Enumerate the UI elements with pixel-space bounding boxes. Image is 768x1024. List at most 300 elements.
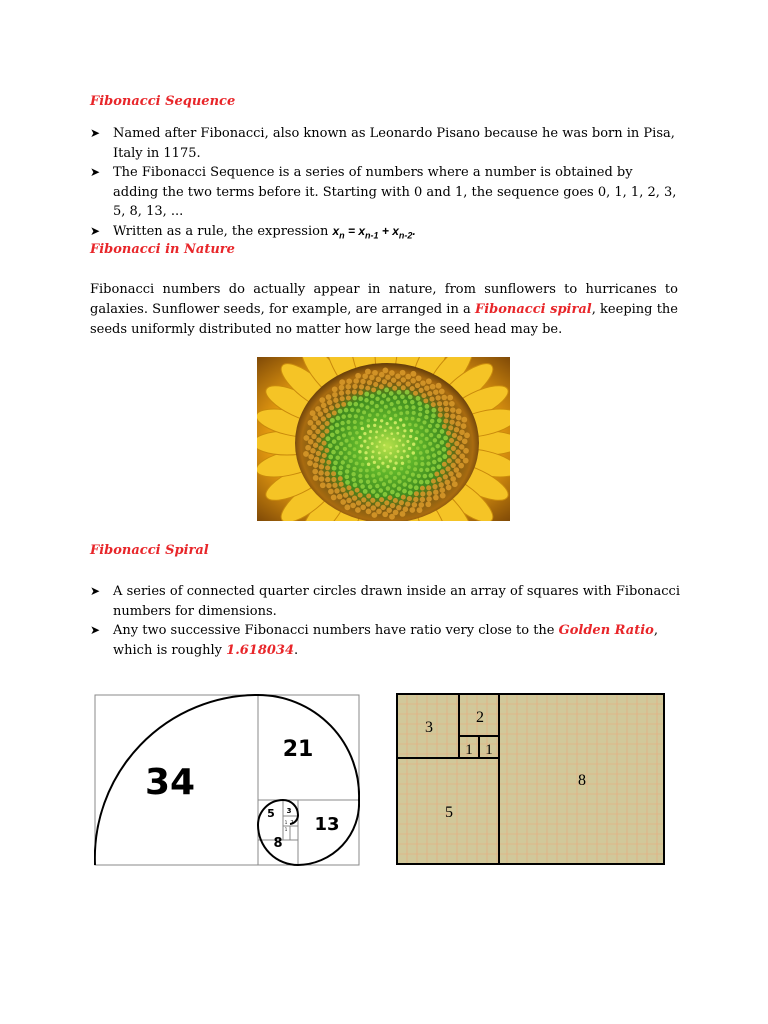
sunflower-seed [368,413,372,417]
sunflower-seed [433,495,439,501]
sunflower-seed [355,441,359,445]
sunflower-seed [344,408,349,413]
sunflower-seed [384,500,389,505]
sunflower-seed [443,418,448,423]
sunflower-seed [328,443,333,448]
sunflower-seed [401,377,406,382]
sunflower-seed [308,420,314,426]
sunflower-seed [372,512,378,518]
sunflower-seed [358,450,361,453]
grid-label-2: 2 [476,709,484,726]
sunflower-seed [371,387,376,392]
sunflower-seed [382,379,387,384]
sunflower-seed [352,495,357,500]
sunflower-seed [399,500,404,505]
sunflower-seed [345,439,349,443]
sunflower-seed [431,447,435,451]
sunflower-seed [437,457,442,462]
sunflower-seed [324,429,329,434]
sunflower-seed [425,480,430,485]
sunflower-seed [410,429,413,432]
sunflower-seed [390,503,395,508]
sunflower-seed [451,463,456,468]
sunflower-seed [383,449,386,452]
sunflower-seed [346,384,351,389]
sunflower-seed [360,416,364,420]
sunflower-seed [409,507,415,513]
sunflower-seed [442,424,447,429]
sunflower-seed [351,437,355,441]
sunflower-seed [427,391,432,396]
sunflower-seed [405,374,411,380]
sunflower-seed [339,390,344,395]
sunflower-seed [416,375,422,381]
sunflower-seed [396,426,399,429]
sunflower-seed [425,450,429,454]
sunflower-seed [340,499,346,505]
sunflower-seed [405,411,409,415]
sunflower-seed [408,484,413,489]
sunflower-seed [383,444,385,446]
sunflower-seed [433,438,437,442]
sunflower-seed [366,501,371,506]
sunflower-seed [332,386,338,392]
sunflower-seed [356,500,361,505]
sunflower-seed [393,438,396,441]
sunflower-seed [414,485,419,490]
sunflower-seed [435,424,440,429]
sunflower-seed [440,469,445,474]
sunflower-seed [447,458,452,463]
sunflower-seed [394,455,397,458]
sunflower-seed [411,473,415,477]
sunflower-seed [352,477,357,482]
spiral-label-13: 13 [314,814,340,835]
spiral-label-1a: 1 [284,820,288,825]
sunflower-seed [400,395,405,400]
sunflower-seed [360,421,364,425]
sunflower-seed [398,406,402,410]
sunflower-seed [342,433,346,437]
sunflower-seed [354,402,359,407]
sunflower-seed [355,507,361,513]
sunflower-seed [373,418,376,421]
sunflower-seed [314,456,319,461]
sunflower-seed [407,478,411,482]
golden-ratio-highlight: Golden Ratio [558,623,654,638]
bullet-item: ➤ A series of connected quarter circles drawn inside an array of squares with Fibonacci numbers for dimensions. [90,584,680,619]
sunflower-seed [344,475,349,480]
sunflower-seed [385,475,389,479]
sunflower-seed [355,461,359,465]
sunflower-seed [381,505,386,510]
sunflower-seed [379,425,382,428]
sunflower-seed [349,459,353,463]
sunflower-seed [405,390,410,395]
sunflower-seed [313,462,319,468]
sunflower-seed [454,441,459,446]
sunflower-seed [455,421,461,427]
sunflower-seed [432,453,436,457]
sunflower-seed [373,424,376,427]
sunflower-seed [402,424,405,427]
sunflower-seed [394,461,397,464]
sunflower-seed [381,434,384,437]
sunflower-seed [431,402,436,407]
sunflower-seed [413,391,418,396]
sunflower-seed [448,471,453,476]
sunflower-seed [353,454,357,458]
sunflower-seed [400,511,406,517]
sunflower-seed [413,479,417,483]
sunflower-seed [403,482,407,486]
sunflower-seed [337,494,343,500]
sunflower-seed [312,469,318,475]
sunflower-seed [402,444,405,447]
sunflower-seed [307,460,313,466]
sunflower-seed [389,460,392,463]
sunflower-seed [311,434,316,439]
sunflower-seed [355,488,360,493]
sunflower-seed [351,472,355,476]
sunflower-seed [375,397,379,401]
sunflower-seed [420,433,424,437]
sunflower-seed [319,476,325,482]
sunflower-seed [431,466,436,471]
sunflower-seed [310,410,316,416]
sunflower-seed [415,437,419,441]
sunflower-seed [420,456,424,460]
sunflower-seed [334,488,339,493]
heading-fibonacci-in-nature: Fibonacci in Nature [90,242,235,257]
sunflower-seed [338,476,343,481]
sunflower-seed [420,486,425,491]
sunflower-seed [358,390,363,395]
sunflower-seed [328,455,333,460]
sunflower-seed [414,423,418,427]
sunflower-seed [402,435,405,438]
arrow-bullet-icon: ➤ [90,623,101,637]
sunflower-seed [379,384,384,389]
sunflower-seed [376,509,382,515]
sunflower-seed [371,456,374,459]
sunflower-seed [425,410,430,415]
sunflower-seed [421,393,426,398]
sunflower-seed [366,509,372,515]
sunflower-seed [427,491,432,496]
sunflower-seed [341,402,346,407]
sunflower-seed [332,483,337,488]
sunflower-seed [375,430,378,433]
sunflower-seed [455,449,460,454]
sunflower-seed [462,438,468,444]
heading-fibonacci-spiral: Fibonacci Spiral [90,543,209,558]
sunflower-seed [348,432,352,436]
sunflower-seed [358,436,361,439]
sunflower-seed [414,462,418,466]
sunflower-seed [325,465,330,470]
bullet-item: ➤ Named after Fibonacci, also known as Leonardo Pisano because he was born in Pisa, Italy in 1175. [90,126,675,161]
sunflower-seed [325,436,330,441]
bullet-item: ➤ Any two successive Fibonacci numbers have ratio very close to the Golden Ratio, which is roughly 1.618034. [90,623,658,658]
sunflower-seed [406,455,409,458]
sunflower-seed [318,411,324,417]
sunflower-seed [339,379,345,385]
sunflower-seed [419,440,423,444]
sunflower-seed [414,491,419,496]
sunflower-seed [352,396,357,401]
sunflower-seed [433,389,439,395]
sunflower-seed [308,439,314,445]
sunflower-seed [326,483,332,489]
sunflower-seed [442,462,447,467]
sunflower-seed [373,382,378,387]
sunflower-seed [325,471,330,476]
sunflower-seed [373,479,377,483]
sunflower-seed [455,458,460,463]
sunflower-seed [312,415,318,421]
sunflower-seed [352,467,356,471]
sunflower-seed [393,498,398,503]
sunflower-seed [319,397,325,403]
sunflower-seed [360,484,365,489]
sunflower-seed [327,400,332,405]
sunflower-seed [344,504,350,510]
sunflower-seed [438,413,443,418]
ratio-value: 1.618034 [226,642,294,658]
sunflower-seed [382,482,386,486]
sunflower-seed [440,429,445,434]
sunflower-seed [412,451,415,454]
sunflower-seed [363,440,366,443]
sunflower-seed [393,476,397,480]
sunflower-seed [363,432,366,435]
heading-fibonacci-sequence: Fibonacci Sequence [90,94,236,109]
sunflower-seed [405,405,409,409]
sunflower-seed [400,370,406,376]
sunflower-seed [362,410,366,414]
sunflower-seed [392,407,396,411]
sunflower-seed [383,414,387,418]
sunflower-seed [419,451,423,455]
sunflower-seed [304,435,310,441]
sunflower-seed [396,400,400,404]
sunflower-seed [430,419,434,423]
grid-label-1b: 1 [485,742,493,758]
sunflower-seed [461,417,467,423]
sunflower-seed [397,390,402,395]
sunflower-seed [359,384,364,389]
sunflower-seed [451,454,456,459]
sunflower-seed [379,372,385,378]
sunflower-seed [450,407,456,413]
sunflower-seed [322,441,327,446]
sunflower-seed [330,433,335,438]
sunflower-seed [367,419,371,423]
sunflower-seed [410,378,415,383]
sunflower-seed [402,475,406,479]
sunflower-seed [343,456,347,460]
sunflower-seed [376,413,380,417]
sunflower-seed [386,397,390,401]
sunflower-seed [412,502,417,507]
sunflower-seed [390,402,394,406]
sunflower-seed [336,416,341,421]
sunflower-seed [371,468,375,472]
sunflower-seed [358,493,363,498]
sunflower-seed [399,412,403,416]
sunflower-seed [346,378,352,384]
sunflower-seed [365,405,369,409]
sunflower-seed [420,380,426,386]
sunflower-seed [371,474,375,478]
sunflower-seed [403,450,406,453]
sunflower-seed [406,440,409,443]
sunflower-seed [458,463,464,469]
sunflower-seed [329,425,334,430]
sunflower-seed [328,489,334,495]
sunflower-seed [371,505,376,510]
sunflower-seed [442,454,447,459]
sunflower-seed [318,446,323,451]
sunflower-seed [430,384,436,390]
sunflower-seed [360,505,366,511]
sunflower-seed [383,368,389,374]
sunflower-seed [341,427,345,431]
sunflower-seed [377,465,380,468]
sunflower-seed [338,409,343,414]
sunflower-seed [407,465,411,469]
sunflower-seed [417,401,422,406]
sunflower-seed [384,387,389,392]
sunflower-seed [347,451,351,455]
sunflower-seed [447,450,452,455]
sunflower-seed [343,492,348,497]
sunflower-seed [456,472,462,478]
sunflower-seed [379,477,383,481]
sunflower-seed [353,447,357,451]
sunflower-seed [388,495,393,500]
nature-paragraph: Fibonacci numbers do actually appear in nature, from sunflowers to hurricanes to galaxies. Sunflower seeds, for example, are arranged in a Fibonacci spiral, keeping the seeds uniformly distributed no matter how large the seed head may be. [90,282,678,337]
sunflower-seed [426,461,430,465]
sunflower-seed [318,470,323,475]
sunflower-seed [386,422,389,425]
sunflower-seed [393,395,397,399]
sunflower-seed [316,437,321,442]
sunflower-seed [389,417,392,420]
sunflower-seed [459,444,465,450]
sunflower-seed [389,426,392,429]
spiral-label-2: 2 [290,820,294,826]
sunflower-seed [375,436,378,439]
sunflower-seed [445,466,450,471]
sunflower-seed [320,482,326,488]
sunflower-photo [257,357,510,521]
sunflower-seed [437,451,442,456]
sunflower-seed [339,451,343,455]
sunflower-seed [425,468,429,472]
sunflower-seed [429,397,434,402]
sunflower-seed [418,502,424,508]
spiral-label-21: 21 [282,737,314,762]
sunflower-seed [340,421,344,425]
sunflower-seed [413,467,417,471]
sunflower-seed [399,418,402,421]
sunflower-seed [303,451,309,457]
sunflower-seed [324,448,329,453]
sunflower-seed [401,462,404,465]
sunflower-seed [449,438,454,443]
sunflower-seed [321,416,326,421]
sunflower-seed [380,400,384,404]
sunflower-seed [320,433,325,438]
sunflower-seed [454,467,460,473]
sunflower-seed [384,429,387,432]
sunflower-seed [346,498,352,504]
sunflower-seed [452,433,457,438]
sunflower-seed [308,454,314,460]
sunflower-seed [420,425,424,429]
sunflower-seed [343,447,347,451]
sunflower-seed [332,411,337,416]
sunflower-seed [364,392,369,397]
sunflower-seed [405,417,409,421]
sunflower-seed [385,456,388,459]
spiral-label-34: 34 [144,762,196,803]
sunflower-seed [346,396,351,401]
sunflower-seed [432,484,437,489]
sunflower-seed [315,406,321,412]
sunflower-seed [456,408,462,414]
sunflower-seed [379,408,383,412]
sunflower-seed [375,404,379,408]
sunflower-seed [386,507,392,513]
sunflower-seed [396,432,399,435]
sunflower-seed [325,421,330,426]
sunflower-seed [366,446,369,449]
sunflower-seed [339,385,345,391]
sunflower-seed [368,485,373,490]
sunflower-seed [408,423,412,427]
sunflower-seed [424,385,429,390]
sunflower-seed [365,469,369,473]
sunflower-seed [377,390,382,395]
sunflower-seed [415,383,420,388]
spiral-bullet-list [90,582,680,660]
sunflower-seed [394,414,398,418]
sunflower-seed [341,414,346,419]
sunflower-seed [426,455,430,459]
sunflower-seed [397,472,401,476]
sunflower-seed [366,480,370,484]
sunflower-seed [392,386,397,391]
sunflower-seed [387,410,391,414]
sunflower-seed [394,421,397,424]
sunflower-seed [326,413,331,418]
sunflower-seed [397,486,402,491]
sunflower-seed [389,391,394,396]
sunflower-seed [326,460,331,465]
sunflower-seed [382,511,388,517]
sunflower-seed [425,437,429,441]
sunflower-seed [410,386,415,391]
grid-label-8: 8 [578,772,586,789]
sunflower-seed [382,469,386,473]
sunflower-seed [365,474,369,478]
sunflower-seed [426,485,431,490]
sunflower-seed [376,377,381,382]
fibonacci-spiral-highlight: Fibonacci spiral [474,302,592,317]
